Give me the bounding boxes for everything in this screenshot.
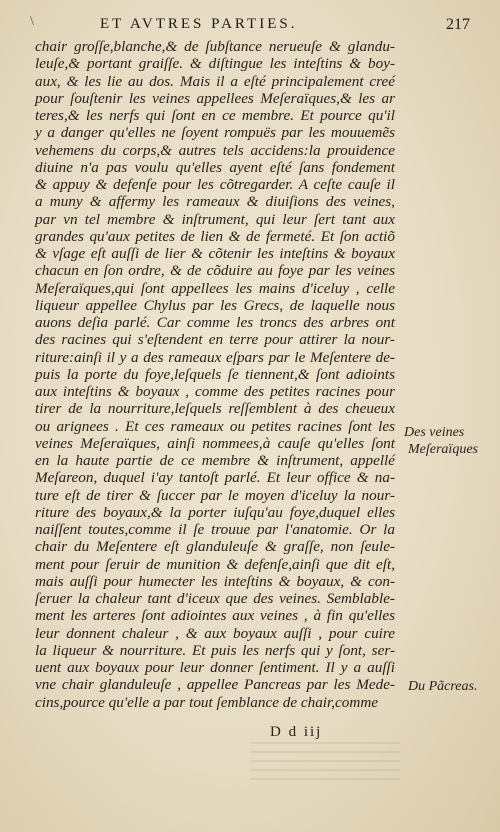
text-line: y a danger qu'elles ne ſoyent rompuës par les mouuemẽs [35,124,395,142]
text-line: ou arignees . Et ces rameaux ou petites racines ſont les [35,417,395,435]
text-line: vehemens du corps,& autres tels accidens:la prouidence [35,141,395,159]
marginal-note-pancreas: Du Pãcreas. [408,679,478,694]
marginal-note-line: Meſeraïques [408,442,478,457]
text-line: riture des boyaux,& la porter iuſqu'au foye,duquel elles [35,503,395,521]
text-line: puis la porte du foye,leſquels ſe tiennent,& ſont adioints [35,365,395,383]
page-number: 217 [446,16,470,33]
text-line: par vn tel membre & inſtrument, qui leur ſert tant aux [35,210,395,228]
text-line: des racines qui s'eſtendent en terre pour attirer la nour- [35,331,395,349]
text-line: veines Meſeraïques, ainſi nommees,à cauſe qu'elles ſont [35,434,395,452]
corner-mark: \ [30,14,34,29]
text-line: mais auſſi pour humecter les inteſtins & boyaux, & con- [35,572,395,590]
text-line: Meſeraïques,qui ſont appellees les mains d'iceluy , celle [35,279,395,297]
text-line: leuſe,& portant graiſſe. & diſtingue les inteſtins & boy- [35,55,395,73]
text-line: riture:ainſi il y a des rameaux eſpars par le Meſentere de- [35,348,395,366]
text-line: cins,pource qu'elle a par tout ſemblance de chair,comme [35,693,379,711]
marginal-note-veines [404,424,478,458]
text-line: tirer de la nourriture,leſquels reſſemblent à des cheueux [35,400,395,418]
text-line: aux inteſtins & boyaux , comme des petites racines pour [35,383,395,400]
running-head: ET AVTRES PARTIES. [100,16,298,32]
text-line: diuine n'a pas voulu qu'elles ayent eſté ſans fondement [35,158,395,176]
text-line: aux, & les lie au dos. Mais il a eſté principalement creé [35,72,395,90]
text-line: vne chair glanduleuſe , appellee Pancreas par les Mede- [35,676,395,694]
text-line: liqueur appellee Chylus par les Grecs, de laquelle nous [35,296,395,314]
text-line: la liqueur & nourriture. Et puis les nerfs qui y ſont, ser- [35,641,395,659]
text-line: ment pour ſeruir de munition & defenſe,ainſi que dit eſt, [35,555,395,573]
text-line: auons deſia parlé. Car comme les troncs des arbres ont [35,314,395,331]
text-line: teres,& les nerfs qui ſont en ce membre. Et pource qu'il [35,107,395,124]
text-line: uent aux boyaux pour leur donner ſentiment. Il y a auſſi [35,659,395,676]
text-line: pour ſouſtenir les veines appellees Meſeraïques,& les ar [35,89,395,107]
main-text-block [35,38,395,711]
text-line: leur donnent chaleur , & aux boyaux auſſi , pour cuire [35,624,395,642]
text-line: a muny & affermy les rameaux & diuiſions des veines, [35,193,395,211]
text-line: grandes qu'aux petites de lien & de fermeté. Et ſon actiõ [35,227,395,245]
text-line: ſeruer la chaleur tant d'iceux que des veines. Semblable- [35,590,395,607]
text-line: chair du Meſentere eſt glanduleuſe & graſſe, non ſeule- [35,538,395,556]
text-line: naiſſent toutes,comme il ſe trouue par l'anatomie. Or la [35,521,395,538]
text-line: en la haute partie de ce membre & inſtrument, appellé [35,452,395,469]
show-through-ink [250,740,400,780]
text-line: & appuy & defenſe pour les cõtregarder. A ceſte cauſe il [35,176,395,193]
text-line: & vſage eſt auſſi de lier & cõtenir les inteſtins & boyaux [35,245,395,262]
signature-mark: D d iij [270,724,323,740]
text-line: ture eſt de tirer & ſuccer par le moyen d'iceluy la nour- [35,486,395,504]
text-line: Meſareon, duquel i'ay tantoſt parlé. Et leur office & na- [35,469,395,487]
text-line: chacun en ſon ordre, & de cõduire au foye par les veines [35,262,395,280]
text-line: ment les arteres ſont adiointes aux veines , à fin qu'elles [35,607,395,625]
text-line: chair groſſe,blanche,& de ſubſtance nerueuſe & glandu- [35,38,395,55]
marginal-note-line: Des veines [404,425,465,440]
